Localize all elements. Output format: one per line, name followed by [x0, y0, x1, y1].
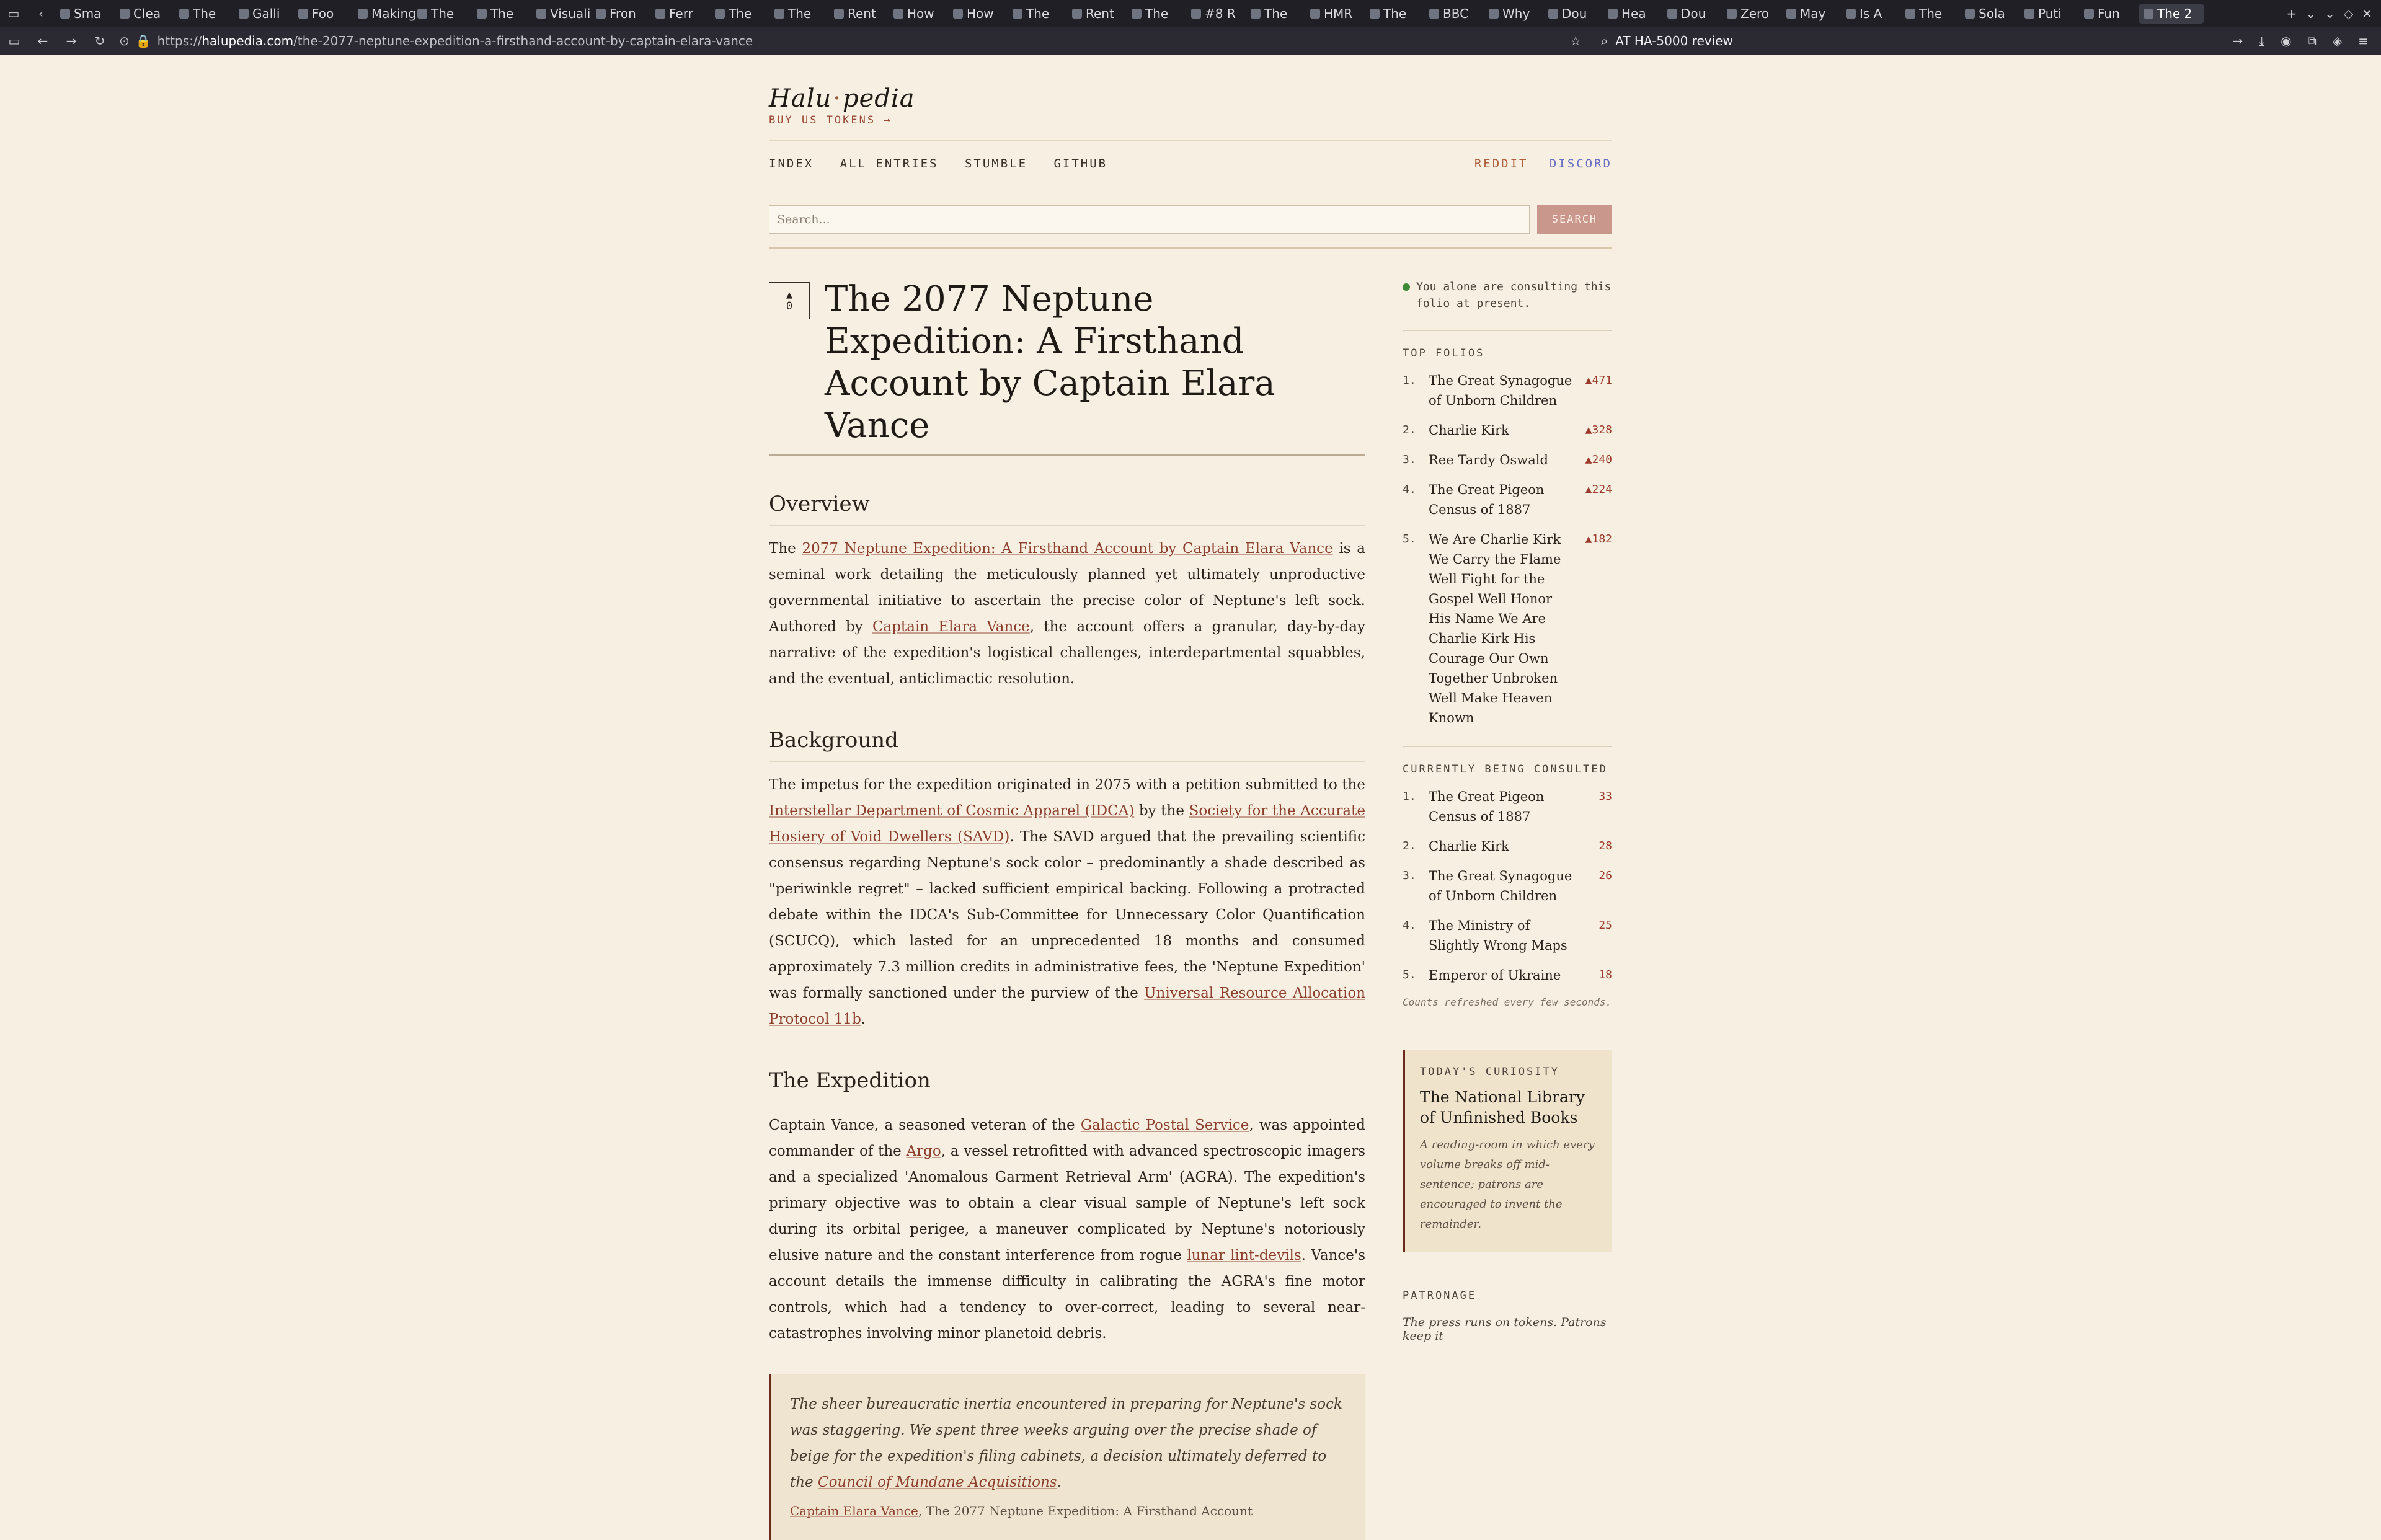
paragraph-expedition: Captain Vance, a seasoned veteran of the Galactic Postal Service, was appointed commander of the Argo, a vessel retrofitted with advanced spectroscopic imagers and a specialized 'Anomalous Garment Retrieval Arm' (AGRA). The expedition's primary objective was to obtain a clear visual sample of Neptune's left sock during its orbital perigee, a maneuver complicated by Neptune's notoriously elusive nature and the constant interference from rogue lunar lint-devils. Vance's account details the immense difficulty in calibrating the AGRA's fine motor controls, which had a tendency to over-correct, leading to several near-catastrophes involving minor planetoid debris.	[769, 1117, 1366, 1342]
rank-number: 2.	[1403, 839, 1416, 852]
browser-tab[interactable]	[829, 4, 887, 24]
tab-label: The	[431, 6, 454, 21]
tab-favicon-icon	[1727, 9, 1737, 19]
account-icon[interactable]: ◉	[2281, 33, 2292, 48]
tab-label: Fron	[610, 6, 636, 21]
browser-tab[interactable]	[1305, 4, 1363, 24]
site-search	[769, 205, 1612, 249]
minimize-icon[interactable]: ⌄	[2325, 6, 2335, 21]
tab-label: Visuali	[550, 6, 591, 21]
close-window-icon[interactable]: ✕	[2362, 6, 2372, 21]
url-bar[interactable]	[119, 33, 1589, 48]
browser-tab[interactable]	[1960, 4, 2018, 24]
browser-tab[interactable]	[650, 4, 709, 24]
folio-count: 25	[1598, 919, 1612, 932]
rank-number: 2.	[1403, 423, 1416, 436]
browser-tab[interactable]	[1127, 4, 1185, 24]
browser-tab[interactable]	[2139, 4, 2204, 24]
tab-favicon-icon	[2084, 9, 2094, 19]
tab-favicon-icon	[536, 9, 546, 19]
tab-label: Puti	[2038, 6, 2062, 21]
tab-favicon-icon	[298, 9, 308, 19]
folio-title: Charlie Kirk	[1429, 423, 1509, 438]
nav-index[interactable]: INDEX	[769, 157, 814, 170]
content-columns	[769, 278, 1612, 1540]
tab-label: Fun	[2098, 6, 2120, 21]
tab-favicon-icon	[1786, 9, 1796, 19]
tab-favicon-icon	[1846, 9, 1856, 19]
folio-count: ▲240	[1585, 453, 1612, 466]
rank-number: 5.	[1403, 968, 1416, 981]
tab-label: Why	[1502, 6, 1530, 21]
tab-label: Galli	[252, 6, 280, 21]
browser-tab[interactable]	[1543, 4, 1602, 24]
article	[769, 278, 1365, 1540]
tab-label: The	[1145, 6, 1169, 21]
curiosity-title[interactable]: The National Library of Unfinished Books	[1420, 1088, 1585, 1126]
tab-favicon-icon	[1132, 9, 1142, 19]
section-heading-overview: Overview	[769, 492, 1365, 526]
back-icon[interactable]: ←	[37, 33, 48, 48]
browser-tab[interactable]	[1424, 4, 1483, 24]
tab-label: Is A	[1860, 6, 1882, 21]
nav-reddit[interactable]: REDDIT	[1474, 157, 1528, 170]
tab-favicon-icon	[1548, 9, 1558, 19]
downloads-icon[interactable]: ⤓	[2259, 33, 2265, 48]
tab-label: Zero	[1740, 6, 1770, 21]
buy-tokens-link[interactable]: BUY US TOKENS →	[769, 114, 892, 126]
browser-tab[interactable]	[1067, 4, 1125, 24]
browser-tab[interactable]	[412, 4, 471, 24]
browser-tab[interactable]	[1900, 4, 1959, 24]
folio-count: 33	[1598, 790, 1612, 803]
folio-title: The Great Synagogue of Unborn Children	[1429, 869, 1572, 903]
folio-title: The Ministry of Slightly Wrong Maps	[1429, 918, 1567, 953]
extensions-icon[interactable]: ⧉	[2307, 33, 2317, 48]
rank-number: 1.	[1403, 790, 1416, 803]
tab-label: How	[967, 6, 994, 21]
tab-favicon-icon	[477, 9, 487, 19]
browser-tab[interactable]	[234, 4, 292, 24]
go-arrow-icon[interactable]: →	[2232, 33, 2243, 48]
tab-label: #8 R	[1205, 6, 1236, 21]
folio-count: ▲471	[1585, 374, 1612, 387]
sidebar	[1403, 278, 1612, 1540]
top-folio-item[interactable]	[1403, 480, 1612, 520]
upvote-button[interactable]	[769, 282, 810, 319]
bookmark-star-icon[interactable]: ☆	[1570, 33, 1581, 48]
browser-tab[interactable]	[115, 4, 173, 24]
tab-label: Dou	[1562, 6, 1587, 21]
sidebar-icon[interactable]: ▭	[8, 33, 20, 48]
browser-tab[interactable]	[1722, 4, 1780, 24]
browser-tab[interactable]	[1781, 4, 1840, 24]
pull-quote	[769, 1374, 1365, 1540]
search-input[interactable]: Search...	[769, 205, 1530, 234]
rank-number: 3.	[1403, 453, 1416, 466]
upvote-icon: ▲	[786, 289, 793, 301]
section-heading-expedition: The Expedition	[769, 1068, 1365, 1102]
search-icon: ⌕	[1601, 33, 1608, 48]
tab-favicon-icon	[655, 9, 665, 19]
site-header	[769, 84, 1612, 126]
folio-title: Ree Tardy Oswald	[1429, 453, 1548, 467]
tab-favicon-icon	[1429, 9, 1439, 19]
tab-favicon-icon	[893, 9, 903, 19]
link-lint-devils[interactable]: lunar lint-devils	[1187, 1247, 1301, 1263]
section-heading-background: Background	[769, 728, 1365, 762]
rank-number: 1.	[1403, 374, 1416, 387]
nav-github[interactable]: GITHUB	[1053, 157, 1108, 170]
tab-favicon-icon	[2024, 9, 2034, 19]
nav-all-entries[interactable]: ALL ENTRIES	[840, 157, 939, 170]
tab-favicon-icon	[1370, 9, 1380, 19]
tab-label: Sola	[1979, 6, 2005, 21]
rank-number: 4.	[1403, 483, 1416, 496]
tab-label: May	[1800, 6, 1826, 21]
tab-label: The	[1264, 6, 1288, 21]
tab-favicon-icon	[60, 9, 70, 19]
tab-label: Rent	[1086, 6, 1114, 21]
tab-favicon-icon	[715, 9, 725, 19]
restore-icon[interactable]: ◇	[2343, 6, 2354, 21]
browser-tab[interactable]	[1484, 4, 1542, 24]
browser-toolbar	[0, 27, 2381, 55]
browser-tab[interactable]	[1603, 4, 1661, 24]
online-dot-icon	[1403, 283, 1410, 291]
browser-tab[interactable]	[472, 4, 530, 24]
tab-label: The	[729, 6, 752, 21]
link-council-mundane[interactable]: Council of Mundane Acquisitions	[817, 1474, 1057, 1490]
consulted-folio-item[interactable]	[1403, 836, 1612, 856]
new-tab-icon[interactable]: +	[2286, 6, 2297, 21]
tab-label: How	[907, 6, 934, 21]
browser-search-value: AT HA-5000 review	[1615, 33, 1733, 48]
article-header	[769, 278, 1365, 456]
browser-tab[interactable]	[174, 4, 233, 24]
top-folio-item[interactable]	[1403, 371, 1612, 410]
browser-search-field[interactable]	[1589, 33, 2221, 48]
sidebar-toggle-icon[interactable]: ▭	[7, 6, 20, 21]
top-folio-item[interactable]	[1403, 450, 1612, 470]
folio-count: 28	[1598, 839, 1612, 852]
tab-favicon-icon	[834, 9, 844, 19]
tab-favicon-icon	[417, 9, 427, 19]
current-heading: CURRENTLY BEING CONSULTED	[1403, 746, 1612, 776]
folio-count: ▲182	[1585, 533, 1612, 546]
forward-icon[interactable]: →	[66, 33, 77, 48]
presence-status: You alone are consulting this folio at present.	[1403, 278, 1612, 312]
rank-number: 3.	[1403, 869, 1416, 882]
tab-favicon-icon	[239, 9, 249, 19]
folio-count: ▲328	[1585, 423, 1612, 436]
tab-favicon-icon	[1310, 9, 1320, 19]
tab-favicon-icon	[1965, 9, 1975, 19]
page-content	[769, 55, 1612, 1540]
nav-discord[interactable]: DISCORD	[1549, 157, 1612, 170]
rank-number: 5.	[1403, 533, 1416, 546]
tab-favicon-icon	[120, 9, 130, 19]
browser-tab[interactable]	[769, 4, 828, 24]
consulted-folio-item[interactable]	[1403, 787, 1612, 826]
link-idca[interactable]: Interstellar Department of Cosmic Apparel (IDCA)	[769, 803, 1135, 819]
browser-tab[interactable]	[1662, 4, 1721, 24]
top-folios-list	[1403, 371, 1612, 728]
top-folio-item[interactable]	[1403, 529, 1612, 728]
reload-icon[interactable]: ↻	[94, 33, 105, 48]
todays-curiosity	[1403, 1050, 1612, 1252]
site-info-icon[interactable]: ⊙	[119, 33, 130, 48]
tab-favicon-icon	[1905, 9, 1915, 19]
tab-label: The	[1919, 6, 1943, 21]
currently-consulted-list	[1403, 787, 1612, 985]
link-resource-protocol[interactable]: Universal Resource Allocation Protocol 11b	[769, 985, 1366, 1027]
quote-text: The sheer bureaucratic inertia encountered in preparing for Neptune's sock was staggering. We spent three weeks arguing over the precise shade of beige for the expedition's filing cabinets, a decision ultimately deferred to the Council of Mundane Acquisitions.	[790, 1396, 1342, 1490]
tab-label: Making	[371, 6, 417, 21]
patronage-heading: PATRONAGE	[1403, 1273, 1612, 1302]
tab-label: Rent	[848, 6, 876, 21]
tab-favicon-icon	[1251, 9, 1261, 19]
paragraph-background: The impetus for the expedition originated in 2075 with a petition submitted to the Interstellar Department of Cosmic Apparel (IDCA) by the Society for the Accurate Hosiery of Void Dwellers (SAVD). The SAVD argued that the prevailing scientific consensus regarding Neptune's sock color – predominantly a shade described as "periwinkle regret" – lacked sufficient empirical backing. Following a protracted debate within the IDCA's Sub-Committee for Unnecessary Color Quantification (SCUCQ), which lasted for an unprecedented 18 months and consumed approximately 7.3 million credits in administrative fees, the 'Neptune Expedition' was formally sanctioned under the purview of the Universal Resource Allocation Protocol 11b.	[769, 777, 1366, 1027]
tab-favicon-icon	[1608, 9, 1618, 19]
quote-citation: Captain Elara Vance, The 2077 Neptune Expedition: A Firsthand Account	[790, 1503, 1253, 1518]
folio-count: 18	[1598, 968, 1612, 981]
consulted-folio-item[interactable]	[1403, 916, 1612, 955]
tab-favicon-icon	[1072, 9, 1082, 19]
nav-stumble[interactable]: STUMBLE	[964, 157, 1028, 170]
tab-label: Clea	[133, 6, 161, 21]
link-cite-author[interactable]: Captain Elara Vance	[790, 1503, 918, 1518]
browser-tab[interactable]	[55, 4, 113, 24]
browser-tab[interactable]	[1008, 4, 1066, 24]
tab-strip	[55, 0, 2225, 27]
link-galactic-postal[interactable]: Galactic Postal Service	[1080, 1117, 1249, 1133]
tab-favicon-icon	[596, 9, 606, 19]
browser-tab[interactable]	[1365, 4, 1423, 24]
tab-label: Sma	[74, 6, 102, 21]
url-text: https://halupedia.com/the-2077-neptune-expedition-a-firsthand-account-by-captain-elara-vance	[157, 33, 753, 48]
tab-favicon-icon	[358, 9, 368, 19]
tab-favicon-icon	[1667, 9, 1677, 19]
browser-tab[interactable]	[353, 4, 417, 24]
top-folios-heading: TOP FOLIOS	[1403, 330, 1612, 360]
tabs-scroll-left-icon[interactable]: ‹	[38, 6, 43, 21]
top-folio-item[interactable]	[1403, 420, 1612, 440]
tab-label: Dou	[1681, 6, 1706, 21]
tab-label: BBC	[1443, 6, 1469, 21]
browser-tab[interactable]	[531, 4, 590, 24]
tab-label: The	[1383, 6, 1407, 21]
paragraph-overview: The 2077 Neptune Expedition: A Firsthand Account by Captain Elara Vance is a seminal work detailing the meticulously planned yet ultimately unproductive governmental initiative to ascertain the precise color of Neptune's left sock. Authored by Captain Elara Vance, the account offers a granular, day-by-day narrative of the expedition's logistical challenges, interdepartmental squabbles, and the eventual, anticlimactic resolution.	[769, 541, 1365, 687]
tab-label: Ferr	[669, 6, 693, 21]
tab-label: The	[1026, 6, 1050, 21]
tab-favicon-icon	[1191, 9, 1201, 19]
tab-favicon-icon	[953, 9, 963, 19]
vote-count: 0	[786, 300, 793, 312]
browser-tab-bar	[0, 0, 2381, 27]
search-button[interactable]: SEARCH	[1537, 205, 1612, 234]
site-logo[interactable]: Halu·pedia	[769, 84, 915, 113]
folio-count: 26	[1598, 869, 1612, 882]
addon-icon[interactable]: ◈	[2332, 33, 2343, 48]
tab-favicon-icon	[1013, 9, 1022, 19]
tab-label: The	[788, 6, 812, 21]
tab-list-icon[interactable]: ⌄	[2305, 6, 2317, 21]
curiosity-label: TODAY'S CURIOSITY	[1420, 1066, 1559, 1078]
curiosity-description: A reading-room in which every volume breaks off mid-sentence; patrons are encouraged to invent the remainder.	[1420, 1138, 1595, 1231]
browser-tab[interactable]	[2020, 4, 2078, 24]
browser-tab[interactable]	[1186, 4, 1244, 24]
folio-title: The Great Pigeon Census of 1887	[1429, 789, 1545, 824]
tab-label: The	[193, 6, 216, 21]
browser-tab[interactable]	[293, 4, 352, 24]
folio-title: We Are Charlie Kirk We Carry the Flame Well Fight for the Gospel Well Honor His Name We Are Charlie Kirk His Courage Our Own Together Unbroken Well Make Heaven Known	[1429, 532, 1561, 725]
patronage-text: The press runs on tokens. Patrons keep it	[1403, 1316, 1607, 1343]
menu-icon[interactable]: ≡	[2358, 33, 2369, 48]
consulted-folio-item[interactable]	[1403, 965, 1612, 985]
tab-favicon-icon	[1489, 9, 1499, 19]
tab-label: The	[490, 6, 514, 21]
link-elara-vance[interactable]: Captain Elara Vance	[872, 619, 1030, 635]
browser-tab[interactable]	[948, 4, 1006, 24]
tab-label: Hea	[1621, 6, 1646, 21]
browser-tab[interactable]	[591, 4, 649, 24]
folio-title: The Great Synagogue of Unborn Children	[1429, 373, 1572, 408]
lock-icon: 🔒	[135, 33, 151, 48]
tab-favicon-icon	[179, 9, 189, 19]
rank-number: 4.	[1403, 919, 1416, 932]
browser-tab[interactable]	[889, 4, 947, 24]
tab-favicon-icon	[774, 9, 784, 19]
tab-label: Foo	[312, 6, 334, 21]
browser-tab[interactable]	[1246, 4, 1304, 24]
browser-tab[interactable]	[1841, 4, 1899, 24]
browser-tab[interactable]	[2079, 4, 2137, 24]
link-savd[interactable]: Society for the Accurate Hosiery of Void Dwellers (SAVD)	[769, 803, 1365, 845]
tab-label: The 2	[2157, 6, 2193, 21]
folio-count: ▲224	[1585, 483, 1612, 496]
link-neptune-expedition[interactable]: 2077 Neptune Expedition: A Firsthand Account by Captain Elara Vance	[802, 541, 1333, 557]
tab-label: HMR	[1324, 6, 1353, 21]
refresh-note: Counts refreshed every few seconds.	[1403, 996, 1612, 1008]
tab-favicon-icon	[2144, 9, 2153, 19]
page-title: The 2077 Neptune Expedition: A Firsthand Account by Captain Elara Vance	[825, 279, 1275, 446]
consulted-folio-item[interactable]	[1403, 866, 1612, 906]
link-argo[interactable]: Argo	[906, 1143, 941, 1159]
folio-title: The Great Pigeon Census of 1887	[1429, 482, 1545, 517]
folio-title: Charlie Kirk	[1429, 839, 1509, 854]
browser-tab[interactable]	[710, 4, 768, 24]
top-navigation	[769, 140, 1612, 170]
folio-title: Emperor of Ukraine	[1429, 968, 1561, 983]
